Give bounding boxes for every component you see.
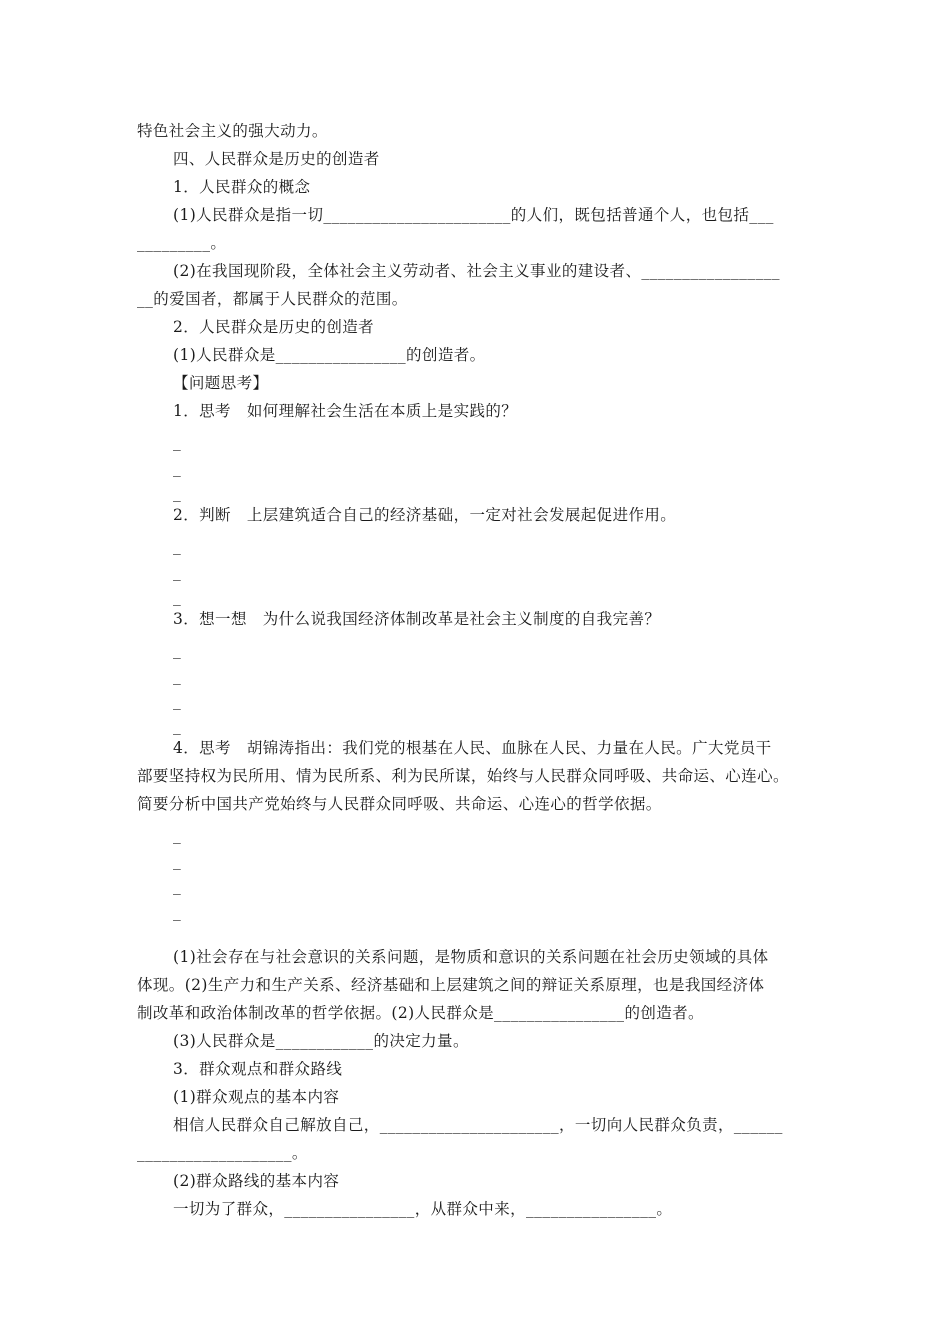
answer-blank: _	[173, 641, 182, 659]
text-line: ___________________。	[137, 1144, 308, 1162]
text-line: __的爱国者，都属于人民群众的范围。	[137, 290, 408, 308]
answer-blank: _	[173, 459, 182, 477]
text-line: 特色社会主义的强大动力。	[137, 122, 328, 140]
text-line: 一切为了群众，________________，从群众中来，________________。	[173, 1200, 673, 1218]
answer-blank: _	[173, 903, 182, 921]
answer-blank: _	[173, 537, 182, 555]
answer-blank: _	[173, 826, 182, 844]
section-heading: 【问题思考】	[173, 374, 269, 392]
answer-blank: _	[173, 484, 182, 502]
text-line: (2)群众路线的基本内容	[173, 1172, 340, 1190]
text-line: 体现。(2)生产力和生产关系、经济基础和上层建筑之间的辩证关系原理，也是我国经济体	[137, 976, 765, 994]
text-line: (1)社会存在与社会意识的关系问题，是物质和意识的关系问题在社会历史领域的具体	[173, 948, 769, 966]
answer-blank: _	[173, 692, 182, 710]
subsection-heading: 3．群众观点和群众路线	[173, 1060, 343, 1078]
question: 3．想一想 为什么说我国经济体制改革是社会主义制度的自我完善？	[173, 610, 661, 628]
answer-blank: _	[173, 877, 182, 895]
subsection-heading: 1．人民群众的概念	[173, 178, 311, 196]
section-heading: 四、人民群众是历史的创造者	[173, 150, 380, 168]
answer-blank: _	[173, 852, 182, 870]
question: 2．判断 上层建筑适合自己的经济基础，一定对社会发展起促进作用。	[173, 506, 677, 524]
question: 1．思考 如何理解社会生活在本质上是实践的？	[173, 402, 518, 420]
text-line: (1)人民群众是________________的创造者。	[173, 346, 486, 364]
subsection-heading: 2．人民群众是历史的创造者	[173, 318, 375, 336]
answer-blank: _	[173, 717, 182, 735]
question: 部要坚持权为民所用、情为民所系、利为民所谋，始终与人民群众同呼吸、共命运、心连心。	[137, 767, 789, 785]
text-line: _________。	[137, 234, 227, 252]
text-line: (2)在我国现阶段，全体社会主义劳动者、社会主义事业的建设者、_________________	[173, 262, 780, 280]
text-line: (3)人民群众是____________的决定力量。	[173, 1032, 469, 1050]
text-line: 制改革和政治体制改革的哲学依据。(2)人民群众是________________的创造者。	[137, 1004, 704, 1022]
answer-blank: _	[173, 588, 182, 606]
question: 4．思考 胡锦涛指出：我们党的根基在人民、血脉在人民、力量在人民。广大党员干	[173, 739, 772, 757]
question: 简要分析中国共产党始终与人民群众同呼吸、共命运、心连心的哲学依据。	[137, 795, 662, 813]
answer-blank: _	[173, 563, 182, 581]
text-line: (1)人民群众是指一切_______________________的人们，既包括普通个人，也包括___	[173, 206, 774, 224]
answer-blank: _	[173, 433, 182, 451]
text-line: 相信人民群众自己解放自己，______________________，一切向人民群众负责，______	[173, 1116, 783, 1134]
answer-blank: _	[173, 667, 182, 685]
text-line: (1)群众观点的基本内容	[173, 1088, 340, 1106]
